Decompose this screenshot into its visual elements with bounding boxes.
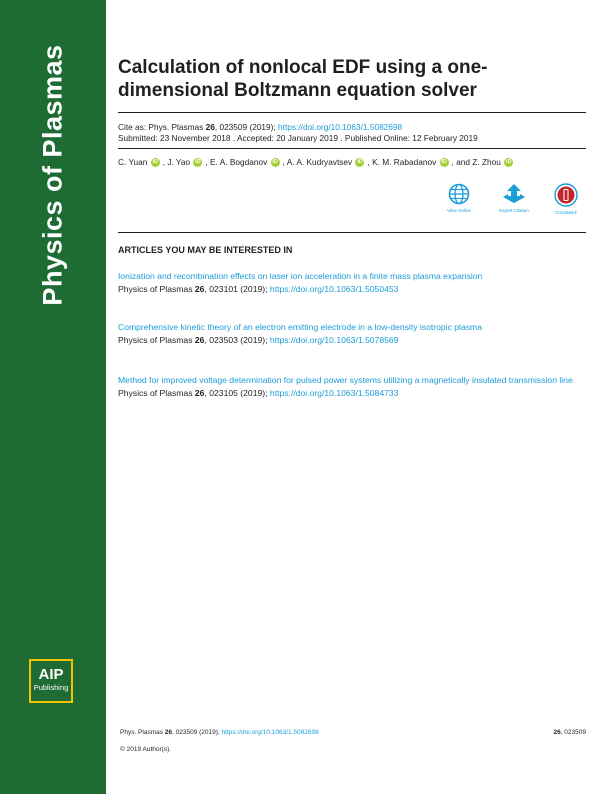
aip-publishing-logo[interactable]: [29, 659, 73, 703]
footer-page-id: [553, 729, 586, 736]
journal-sidebar: [0, 0, 106, 794]
related-article: [118, 270, 588, 295]
export-icon: [501, 183, 527, 205]
crossmark-icon: [554, 183, 578, 207]
crossmark-label: CrossMark: [555, 210, 577, 215]
crossmark-button[interactable]: [546, 183, 586, 215]
citation-details: , 023105 (2019);: [204, 388, 270, 398]
footer-page-volume: 26: [553, 729, 561, 736]
author-name[interactable]: C. Yuan: [118, 157, 148, 167]
meta-divider: [118, 148, 586, 149]
citation-volume: 26: [194, 284, 205, 294]
cite-as-label: Cite as: Phys. Plasmas: [118, 122, 206, 132]
footer-page-article: , 023509: [560, 729, 586, 736]
section-divider: [118, 232, 586, 233]
related-article-citation: [118, 387, 588, 399]
export-citation-button[interactable]: [494, 183, 534, 213]
paper-title: Calculation of nonlocal EDF using a one-dimensional Boltzmann equation solver: [118, 57, 488, 101]
view-online-button[interactable]: [439, 183, 479, 213]
author-name[interactable]: J. Yao: [167, 157, 191, 167]
publication-dates: Submitted: 23 November 2018 . Accepted: 20 January 2019 . Published Online: 12 February 2019: [118, 133, 478, 143]
view-online-label: View Online: [447, 208, 471, 213]
footer-journal: Phys. Plasmas: [120, 729, 165, 736]
orcid-icon[interactable]: iD: [272, 159, 278, 166]
copyright-notice: © 2019 Author(s).: [120, 746, 172, 753]
author-name[interactable]: and Z. Zhou: [456, 157, 501, 167]
orcid-icon[interactable]: iD: [152, 159, 158, 166]
related-article-citation: [118, 334, 588, 346]
citation-volume: 26: [194, 335, 205, 345]
footer-citation: [120, 729, 319, 736]
author-separator: ,: [162, 157, 168, 167]
orcid-icon[interactable]: iD: [441, 159, 447, 166]
related-article-title[interactable]: Ionization and recombination effects on laser ion acceleration in a finite mass plasma expansion: [118, 271, 483, 281]
citation-doi-link[interactable]: https://doi.org/10.1063/1.5050453: [269, 284, 399, 294]
footer-doi-link[interactable]: https://doi.org/10.1063/1.5082698: [221, 729, 319, 736]
citation-details: , 023503 (2019);: [204, 335, 270, 345]
related-article: [118, 321, 588, 346]
citation-journal: Physics of Plasmas: [118, 284, 195, 294]
author-separator: ,: [282, 157, 287, 167]
author-name[interactable]: A. A. Kudryavtsev: [286, 157, 353, 167]
related-article-citation: [118, 283, 588, 295]
doi-link[interactable]: https://doi.org/10.1063/1.5082698: [278, 122, 403, 132]
citation-journal: Physics of Plasmas: [118, 335, 195, 345]
logo-aip-text: AIP: [38, 666, 64, 683]
related-articles-heading: ARTICLES YOU MAY BE INTERESTED IN: [118, 245, 293, 255]
globe-icon: [448, 183, 470, 205]
citation-details: , 023101 (2019);: [204, 284, 270, 294]
title-divider: [118, 112, 586, 113]
author-name[interactable]: E. A. Bogdanov: [210, 157, 268, 167]
author-separator: ,: [367, 157, 373, 167]
footer-details: , 023509 (2019);: [172, 729, 222, 736]
citation-volume: 26: [194, 388, 205, 398]
logo-publishing-text: Publishing: [33, 683, 69, 692]
author-separator: ,: [205, 157, 211, 167]
cite-volume: 26: [205, 122, 215, 132]
citation-doi-link[interactable]: https://doi.org/10.1063/1.5078569: [269, 335, 399, 345]
journal-name-vertical: Physics of Plasmas: [37, 44, 68, 306]
related-article-title[interactable]: Method for improved voltage determination for pulsed power systems utilizing a magnetically insulated transmission line: [118, 375, 573, 385]
citation-doi-link[interactable]: https://doi.org/10.1063/1.5084733: [269, 388, 399, 398]
citation-journal: Physics of Plasmas: [118, 388, 195, 398]
orcid-icon[interactable]: iD: [195, 159, 201, 166]
orcid-icon[interactable]: iD: [505, 159, 512, 166]
author-list: [118, 157, 516, 167]
related-article: [118, 374, 588, 399]
author-separator: ,: [451, 157, 457, 167]
export-citation-label: Export Citation: [499, 208, 529, 213]
orcid-icon[interactable]: iD: [357, 159, 363, 166]
cite-rest: , 023509 (2019);: [214, 122, 279, 132]
footer-volume: 26: [164, 729, 173, 736]
author-name[interactable]: K. M. Rabadanov: [372, 157, 437, 167]
related-article-title[interactable]: Comprehensive kinetic theory of an electron emitting electrode in a low-density isotropic plasma: [118, 322, 482, 332]
